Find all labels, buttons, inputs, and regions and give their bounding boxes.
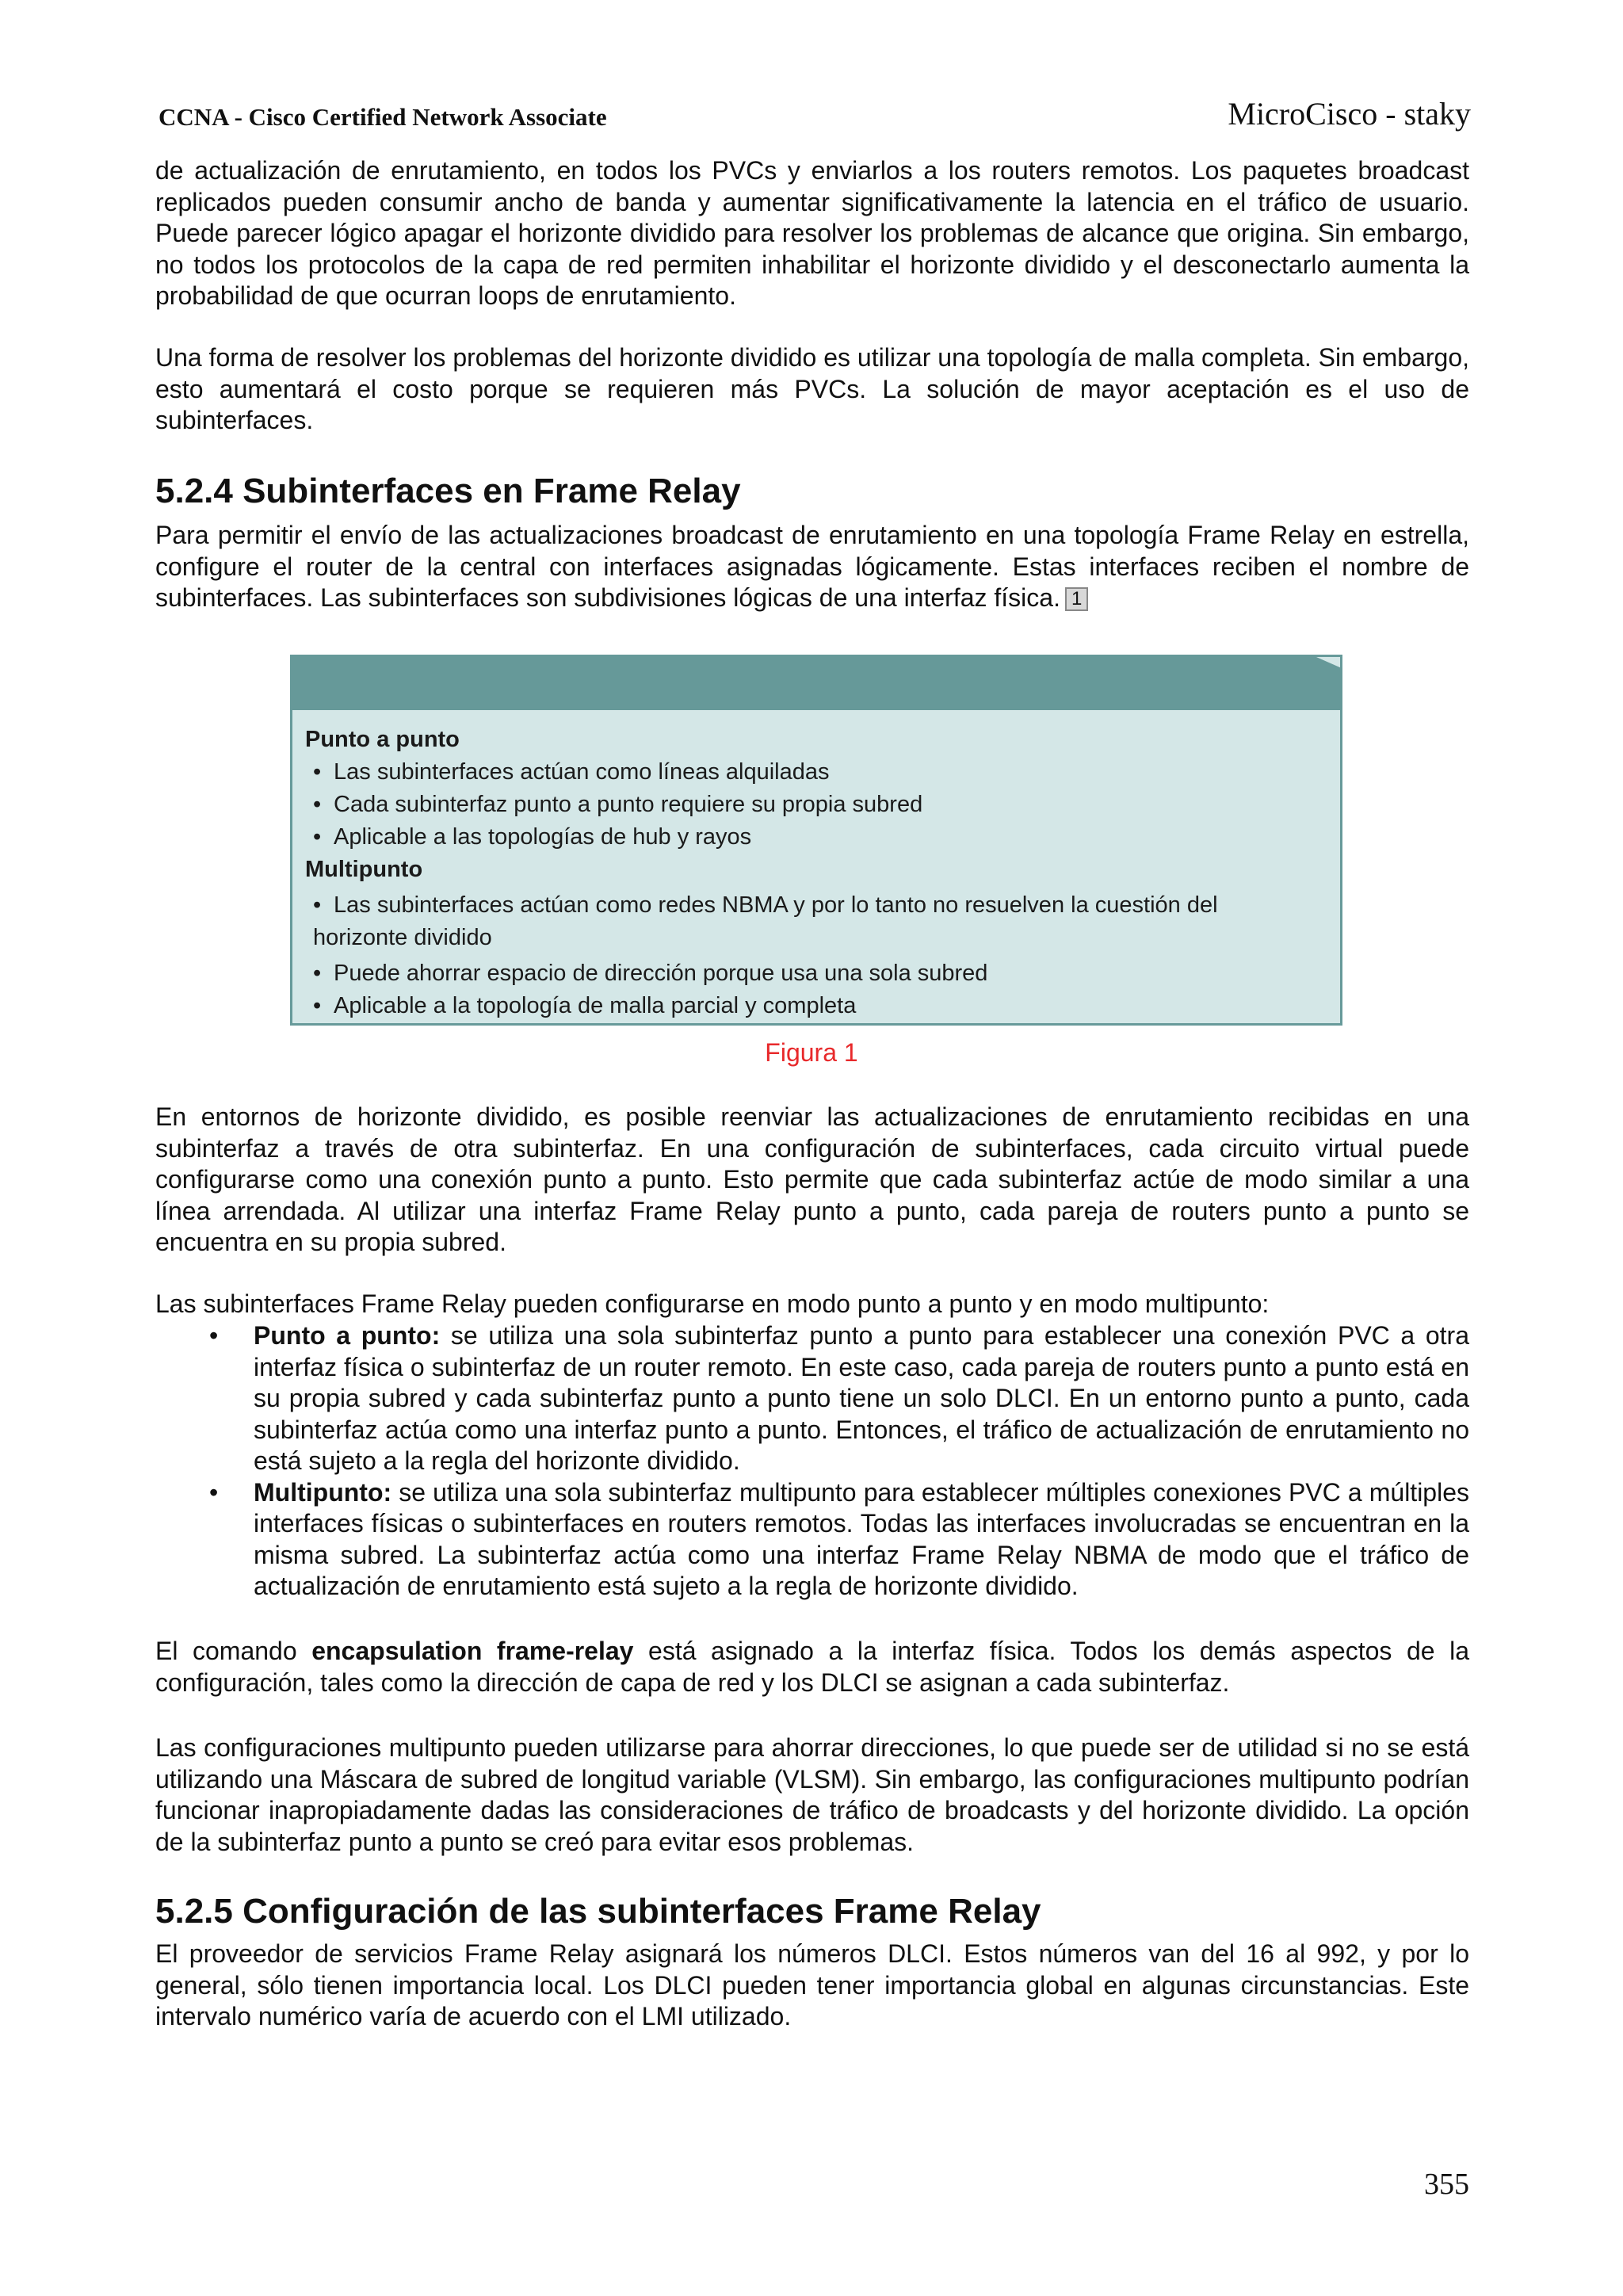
section-heading-5-2-4: 5.2.4 Subinterfaces en Frame Relay bbox=[155, 472, 741, 510]
paragraph-multipoint-config: Las configuraciones multipunto pueden utilizarse para ahorrar direcciones, lo que puede ser de utilidad si no se está utilizando una Máscara de subred de longitud variable (VLSM). Sin embargo, las configuraciones multipunto podrían funcionar inapropiadamente dadas las consideraciones de tráfico de broadcasts y del horizonte dividido. La opción de la subinterfaz punto a punto se creó para evitar esos problemas. bbox=[155, 1733, 1469, 1856]
paragraph-subinterfaces-text: Para permitir el envío de las actualizaciones broadcast de enrutamiento en una topología Frame Relay en estrella, configure el router de la central con interfaces asignadas lógicamente. Estas interfaces reciben el nombre de subinterfaces. Las subinterfaces son subdivisiones lógicas de una interfaz física. bbox=[155, 521, 1469, 612]
command-encapsulation: encapsulation frame-relay bbox=[311, 1637, 634, 1665]
paragraph-split-horizon-intro: de actualización de enrutamiento, en todos los PVCs y enviarlos a los routers remotos. Los paquetes broadcast replicados pueden consumir ancho de banda y aumentar significativamente la latencia en el tráfico de usuario. Puede parecer lógico apagar el horizonte dividido para resolver los problemas de alcance que origina. Sin embargo, no todos los protocolos de la capa de red permiten inhabilitar el horizonte dividido y el desconectarlo aumenta la probabilidad de que ocurran loops de enrutamiento. bbox=[155, 156, 1469, 310]
page-number: 355 bbox=[1424, 2168, 1469, 2201]
figure-title-bar bbox=[290, 655, 1342, 710]
figure-list-item: • Las subinterfaces actúan como líneas alquiladas bbox=[313, 759, 830, 785]
figure-1-panel bbox=[290, 655, 1342, 1026]
bullet-point-to-point: • Punto a punto: se utiliza una sola subinterfaz punto a punto para establecer una conexión PVC a otra interfaz física o subinterfaz de un router remoto. En este caso, cada pareja de routers punto a punto está en su propia subred y cada subinterfaz punto a punto tiene un solo DLCI. En un entorno punto a punto, cada subinterfaz actúa como una interfaz punto a punto. Entonces, el tráfico de actualización de enrutamiento no está sujeto a la regla del horizonte dividido. bbox=[209, 1321, 1470, 1475]
figure-content bbox=[305, 724, 1324, 1022]
section-heading-5-2-5: 5.2.5 Configuración de las subinterfaces Frame Relay bbox=[155, 1892, 1041, 1931]
figure-list-item: • Puede ahorrar espacio de dirección porque usa una sola subred bbox=[313, 961, 988, 986]
paragraph-encapsulation-command: El comando encapsulation frame-relay está asignado a la interfaz física. Todos los demás aspectos de la configuración, tales como la dirección de capa de red y los DLCI se asignan a cada subinterfaz. bbox=[155, 1637, 1470, 1697]
figure-heading-point-to-point: Punto a punto bbox=[305, 727, 460, 752]
header-author: MicroCisco - staky bbox=[1228, 96, 1471, 132]
figure-list-item: • Las subinterfaces actúan como redes NBMA y por lo tanto no resuelven la cuestión del bbox=[313, 892, 1218, 918]
bullet-dot-icon: • bbox=[209, 1321, 219, 1350]
modes-bullet-list bbox=[155, 1320, 1469, 1603]
header-course-title: CCNA - Cisco Certified Network Associate bbox=[158, 103, 607, 131]
figure-list-item: • Aplicable a la topología de malla parcial y completa bbox=[313, 993, 857, 1018]
paragraph-subinterfaces-intro bbox=[155, 520, 1469, 614]
bullet-dot-icon: • bbox=[209, 1477, 219, 1507]
figure-list-item-continuation: horizonte dividido bbox=[313, 925, 492, 950]
figure-list-item: • Cada subinterfaz punto a punto requiere su propia subred bbox=[313, 792, 923, 817]
paragraph-dlci-numbers: El proveedor de servicios Frame Relay asignará los números DLCI. Estos números van del 16 al 992, y por lo general, sólo tienen importancia local. Los DLCI pueden tener importancia global en algunas circunstancias. Este intervalo numérico varía de acuerdo con el LMI utilizado. bbox=[155, 1939, 1469, 2030]
bullet-multipoint: • Multipunto: se utiliza una sola subinterfaz multipunto para establecer múltiples conexiones PVC a múltiples interfaces físicas o subinterfaces en routers remotos. Todas las interfaces involucradas se encuentran en la misma subred. La subinterfaz actúa como una interfaz Frame Relay NBMA de modo que el tráfico de actualización de enrutamiento está sujeto a la regla de horizonte dividido. bbox=[209, 1477, 1469, 1600]
paragraph-modes-intro: Las subinterfaces Frame Relay pueden configurarse en modo punto a punto y en modo multipunto: bbox=[155, 1289, 1270, 1318]
paragraph-split-horizon-environments: En entornos de horizonte dividido, es posible reenviar las actualizaciones de enrutamiento recibidas en una subinterfaz a través de otra subinterfaz. En una configuración de subinterfaces, cada circuito virtual puede configurarse como una conexión punto a punto. Esto permite que cada subinterfaz actúe de modo similar a una línea arrendada. Al utilizar una interfaz Frame Relay punto a punto, cada pareja de routers punto a punto se encuentra en su propia subred. bbox=[155, 1102, 1469, 1256]
figure-caption: Figura 1 bbox=[765, 1038, 858, 1067]
figure-list-item: • Aplicable a las topologías de hub y rayos bbox=[313, 824, 752, 850]
figure-heading-multipoint: Multipunto bbox=[305, 857, 423, 882]
figure-reference-link[interactable]: 1 bbox=[1065, 587, 1088, 611]
paragraph-full-mesh: Una forma de resolver los problemas del horizonte dividido es utilizar una topología de malla completa. Sin embargo, esto aumentará el costo porque se requieren más PVCs. La solución de mayor aceptación es el uso de subinterfaces. bbox=[155, 343, 1469, 434]
